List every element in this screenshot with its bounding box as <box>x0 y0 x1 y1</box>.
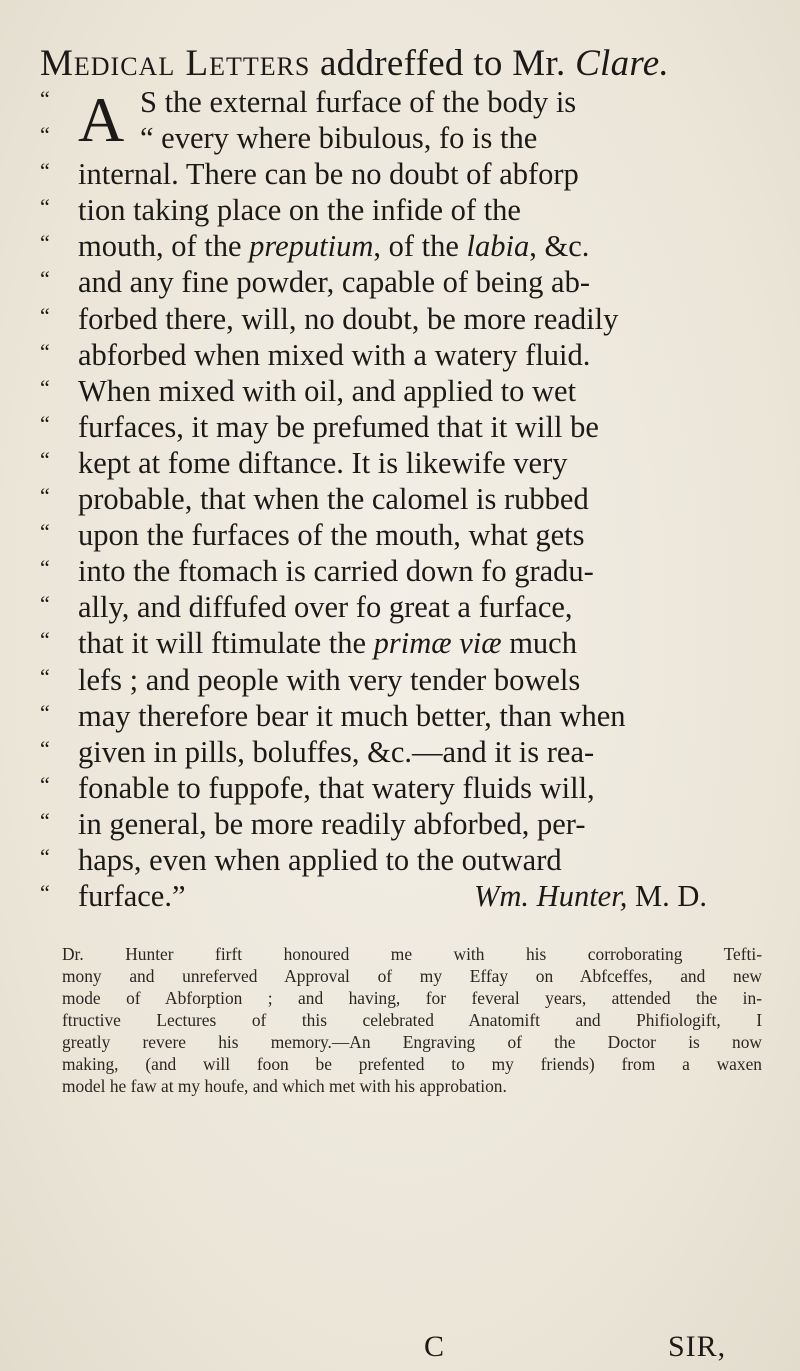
line-text: upon the furfaces of the mouth, what gets <box>78 518 585 553</box>
author-note <box>62 943 762 1097</box>
signature-title: M. D. <box>627 879 707 914</box>
quote-mark: “ <box>40 230 50 256</box>
letter-line <box>40 625 780 661</box>
letter-line <box>40 698 780 734</box>
quote-mark: “ <box>40 122 50 148</box>
note-line: model he faw at my houfe, and which met with his approbation. <box>62 1076 507 1096</box>
line-text: and any fine powder, capable of being ab- <box>78 265 590 300</box>
quote-mark: “ <box>40 338 50 364</box>
letter-line <box>40 842 780 878</box>
letter-line <box>40 553 780 589</box>
letter-line <box>40 445 780 481</box>
letter-line <box>40 228 780 264</box>
letter-line <box>40 301 780 337</box>
quote-mark: “ <box>40 86 50 111</box>
quote-mark: “ <box>40 880 50 906</box>
quote-mark: “ <box>40 302 50 328</box>
quote-mark: “ <box>40 627 50 653</box>
quote-mark: “ <box>40 446 50 472</box>
note-line: mony and unreferved Approval of my Effay on Abfceffes, and new <box>62 966 762 986</box>
line-text: in general, be more readily abforbed, per- <box>78 806 586 841</box>
line-text: furfaces, it may be prefumed that it will be <box>78 409 599 444</box>
quote-mark: “ <box>40 483 50 509</box>
letter-line <box>40 373 780 409</box>
quote-mark: “ <box>40 194 50 220</box>
quote-mark: “ <box>40 519 50 545</box>
note-line: making, (and will foon be prefented to my friends) from a waxen <box>62 1054 762 1074</box>
line-text: haps, even when applied to the outward <box>78 842 562 877</box>
note-line: mode of Abforption ; and having, for feveral years, attended the in- <box>62 988 762 1008</box>
catchword: SIR, <box>668 1330 727 1363</box>
line-text: fonable to fuppofe, that watery fluids will, <box>78 770 595 805</box>
line-text: internal. There can be no doubt of abforp <box>78 157 579 192</box>
note-line: greatly revere his memory.—An Engraving of the Doctor is now <box>62 1032 762 1052</box>
line-text: mouth, of the preputium, of the labia, &c. <box>78 229 590 264</box>
quote-mark: “ <box>40 158 50 184</box>
letter-line <box>40 264 780 300</box>
letter-line <box>40 156 780 192</box>
letter-body <box>40 84 780 914</box>
letter-line <box>40 192 780 228</box>
signature-name: Wm. Hunter, <box>474 879 628 914</box>
quote-mark: “ <box>40 555 50 581</box>
note-line: Dr. Hunter firft honoured me with his corroborating Tefti- <box>62 944 762 964</box>
quote-mark: “ <box>40 807 50 833</box>
line-text: ally, and diffufed over fo great a furface, <box>78 590 573 625</box>
line-text: kept at fome diftance. It is likewife very <box>78 445 568 480</box>
letter-line <box>40 662 780 698</box>
line-text: that it will ftimulate the primæ viæ much <box>78 626 577 661</box>
line-text: abforbed when mixed with a watery fluid. <box>78 337 591 372</box>
running-head <box>40 42 669 85</box>
drop-cap: A <box>78 84 125 155</box>
line-text: lefs ; and people with very tender bowels <box>78 662 581 697</box>
letter-line <box>40 770 780 806</box>
line-text: “ every where bibulous, fo is the <box>140 121 538 156</box>
line-text: furface.” <box>78 879 186 914</box>
line-text: forbed there, will, no doubt, be more readily <box>78 301 619 336</box>
quote-mark: “ <box>40 266 50 292</box>
line-text: may therefore bear it much better, than when <box>78 698 626 733</box>
line-text: given in pills, boluffes, &c.—and it is rea- <box>78 734 595 769</box>
quote-mark: “ <box>40 699 50 725</box>
quote-mark: “ <box>40 591 50 617</box>
note-line: ftructive Lectures of this celebrated Anatomift and Phifiologift, I <box>62 1010 762 1030</box>
letter-line <box>40 734 780 770</box>
line-text: probable, that when the calomel is rubbed <box>78 482 589 517</box>
line-text: tion taking place on the infide of the <box>78 193 521 228</box>
quote-mark: “ <box>40 410 50 436</box>
quote-mark: “ <box>40 843 50 869</box>
letter-line <box>40 120 780 156</box>
letter-line <box>40 409 780 445</box>
signature-mark: C <box>424 1330 445 1363</box>
line-text: into the ftomach is carried down fo gradu- <box>78 554 594 589</box>
letter-line <box>40 878 780 914</box>
letter-line <box>40 517 780 553</box>
line-text: S the external furface of the body is <box>140 85 577 119</box>
letter-line <box>40 337 780 373</box>
letter-line <box>40 589 780 625</box>
quote-mark: “ <box>40 735 50 761</box>
quote-mark: “ <box>40 374 50 400</box>
letter-line <box>40 806 780 842</box>
line-text: When mixed with oil, and applied to wet <box>78 373 577 408</box>
signature <box>474 878 707 914</box>
letter-line <box>40 481 780 517</box>
quote-mark: “ <box>40 663 50 689</box>
quote-mark: “ <box>40 771 50 797</box>
running-head-addressee: addreffed to Mr. <box>310 43 576 84</box>
running-head-name: Clare. <box>575 43 670 84</box>
running-head-title: Medical Letters <box>40 43 311 84</box>
